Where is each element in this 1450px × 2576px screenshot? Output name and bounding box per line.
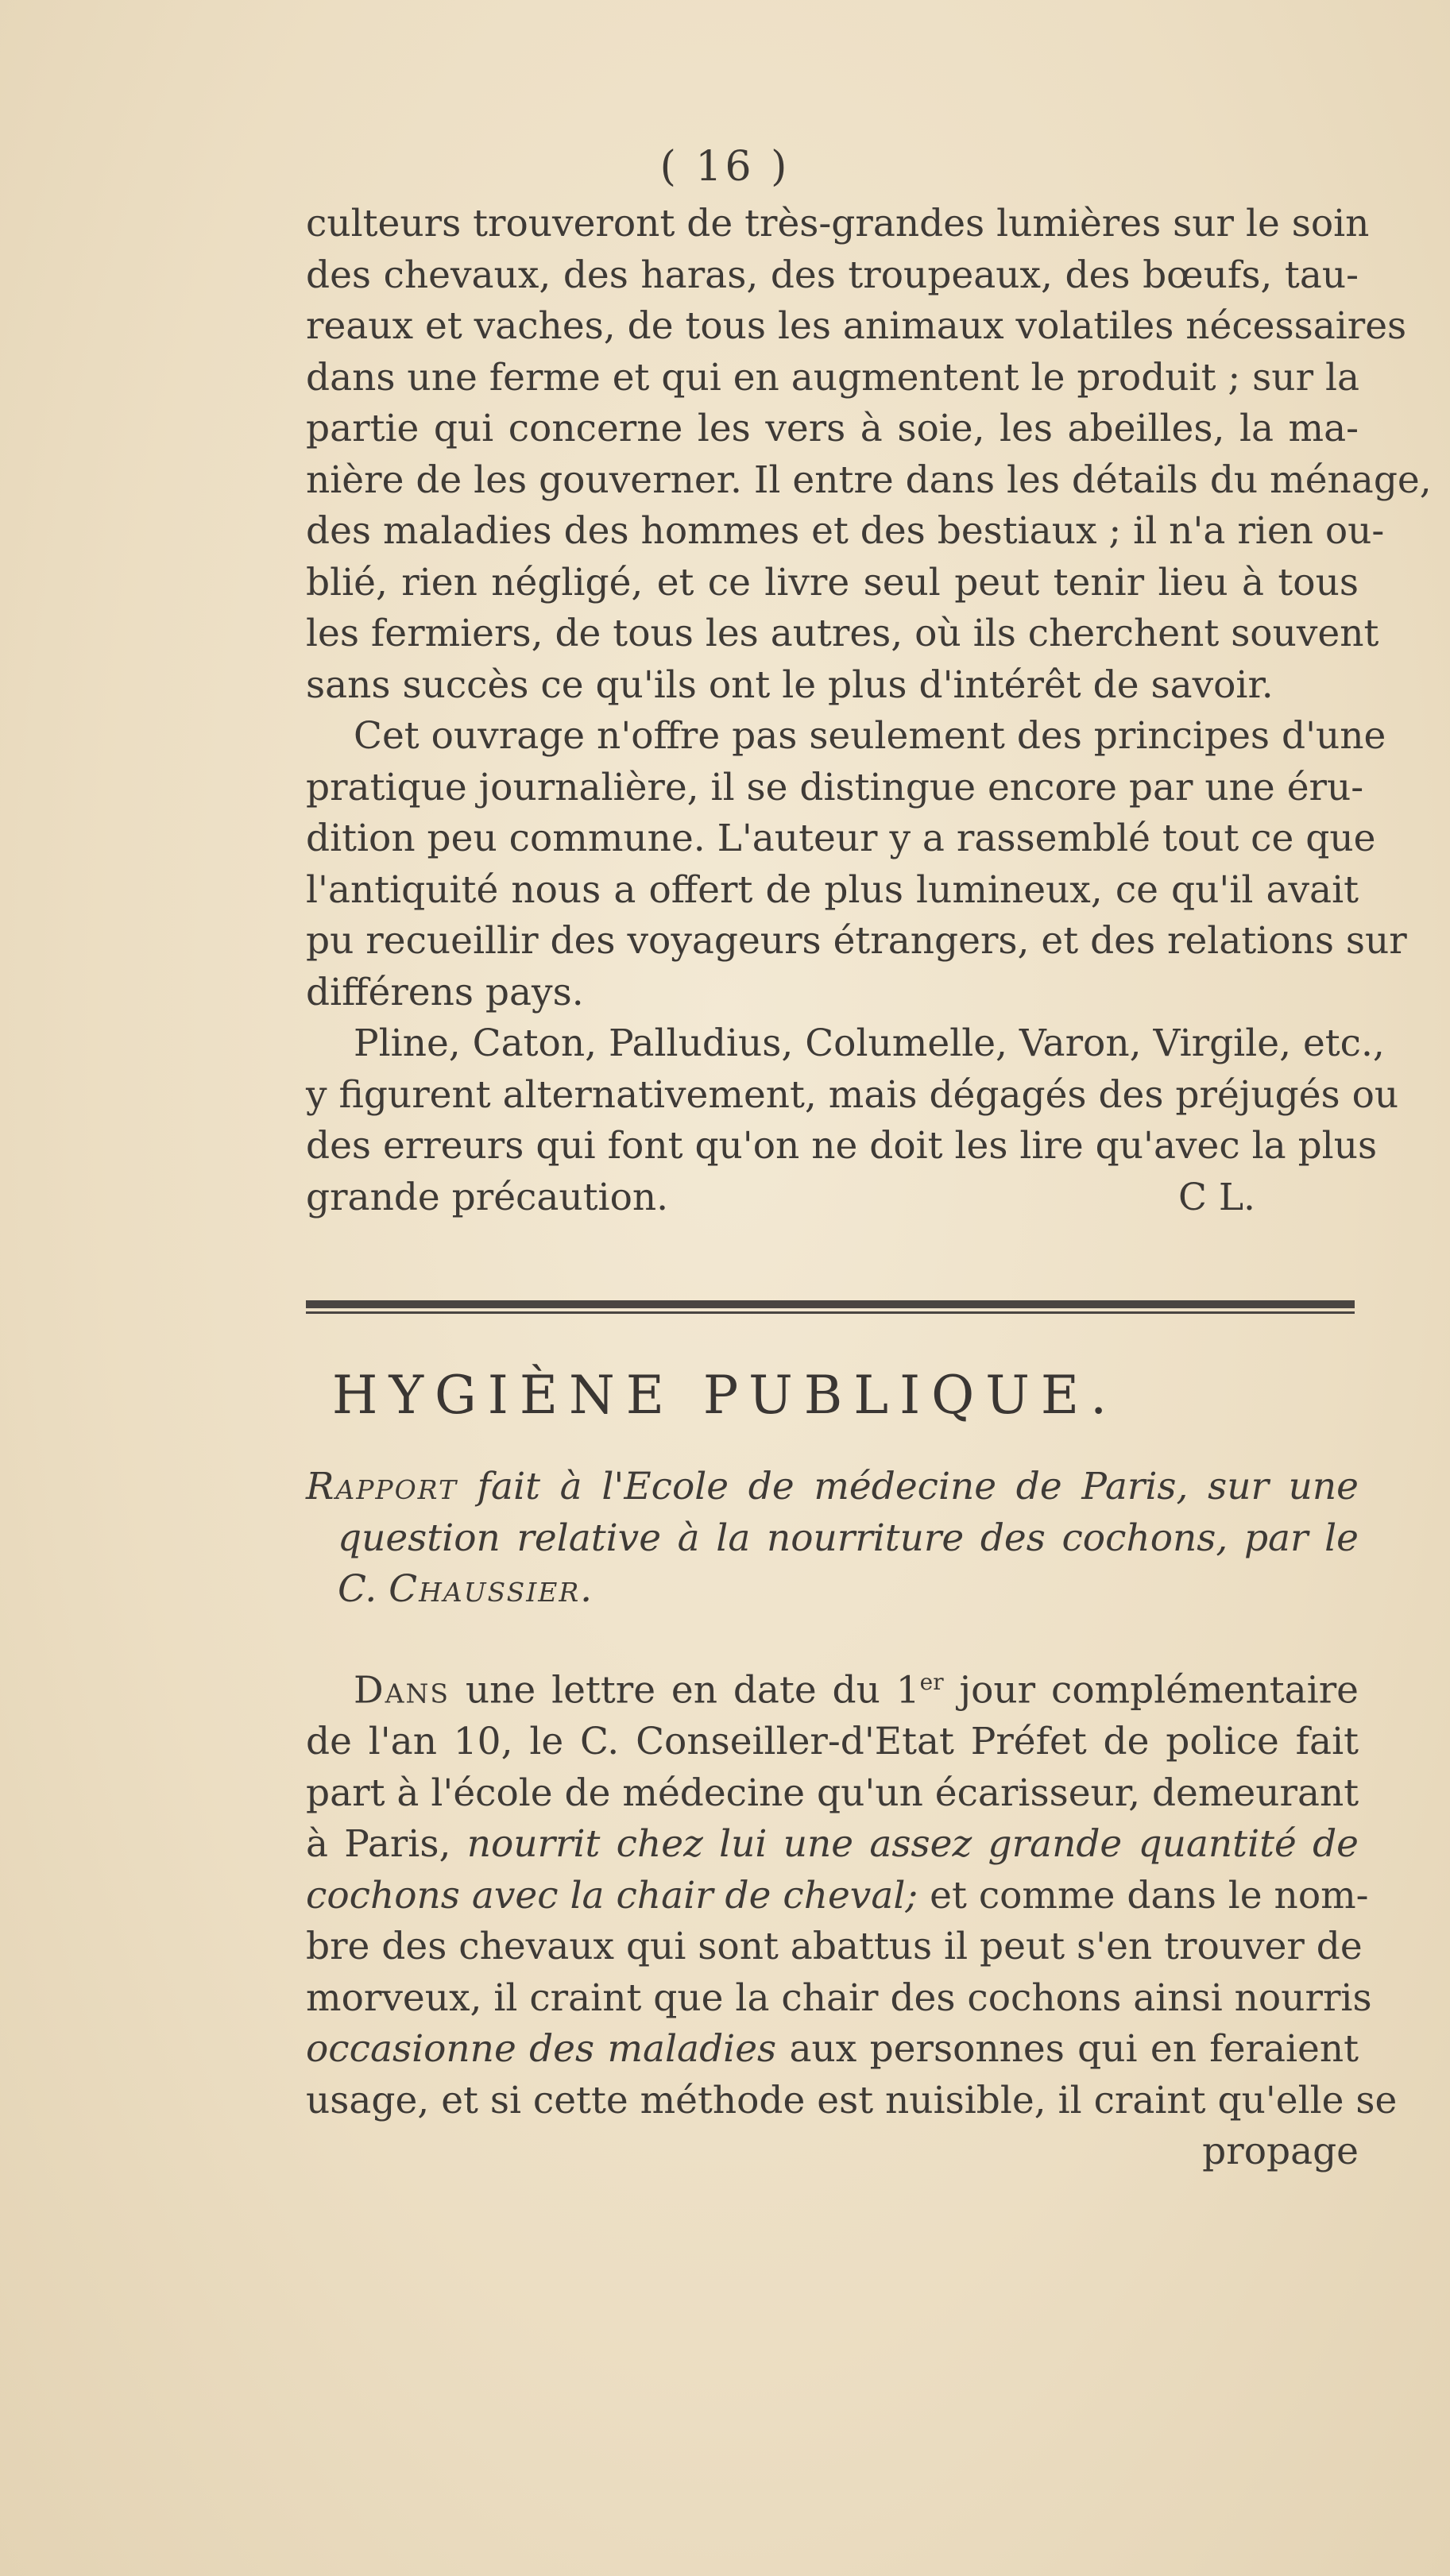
text-line: sans succès ce qu'ils ont le plus d'intérêt de savoir. <box>306 662 1274 707</box>
text-line: de l'an 10, le C. Conseiller-d'Etat Préfet de police fait <box>306 1720 1359 1764</box>
text-line: pu recueillir des voyageurs étrangers, et des relations sur <box>306 919 1407 963</box>
text-line: les fermiers, de tous les autres, où ils cherchent souvent <box>306 612 1379 655</box>
divider-thick-line <box>306 1300 1355 1308</box>
catchword: propage <box>1202 2130 1359 2174</box>
text-run: jour complémentaire <box>943 1668 1359 1713</box>
text-line: bre des chevaux qui sont abattus il peut s'en trouver de <box>306 1925 1363 1969</box>
closing-line <box>306 1172 1359 1224</box>
report-heading-text: fait à l'Ecole de médecine de Paris, sur une <box>457 1465 1359 1508</box>
text-line: Cet ouvrage n'offre pas seulement des principes d'une <box>354 714 1386 758</box>
text-line: reaux et vaches, de tous les animaux volatiles nécessaires <box>306 304 1407 348</box>
divider-thin-line <box>306 1311 1355 1314</box>
report-author-line <box>306 1564 1359 1616</box>
italic-run: cochons avec la chair de cheval; <box>306 1873 918 1918</box>
text-line <box>306 1819 1359 1871</box>
author-initial: C. <box>338 1567 389 1611</box>
report-label: Rapport <box>306 1465 458 1508</box>
report-body <box>306 1657 1398 2178</box>
italic-run: occasionne des maladies <box>306 2027 777 2072</box>
italic-run: nourrit chez lui une assez grande quantité de <box>466 1822 1359 1867</box>
text-line: l'antiquité nous a offert de plus lumineux, ce qu'il avait <box>306 867 1359 912</box>
text-line: des chevaux, des haras, des troupeaux, des bœufs, tau- <box>306 253 1359 297</box>
text-run: aux personnes qui en feraient <box>776 2027 1359 2072</box>
text-line: des erreurs qui font qu'on ne doit les lire qu'avec la plus <box>306 1124 1378 1168</box>
text-line: Pline, Caton, Palludius, Columelle, Varon, Virgile, etc., <box>354 1022 1385 1065</box>
text-line: partie qui concerne les vers à soie, les abeilles, la ma- <box>306 407 1359 450</box>
text-line: dition peu commune. L'auteur y a rassemblé tout ce que <box>306 817 1376 860</box>
text-line: des maladies des hommes et des bestiaux ; il n'a rien ou- <box>306 509 1385 553</box>
text-line <box>306 1871 1369 1922</box>
text-run: et comme dans le nom- <box>918 1873 1369 1918</box>
text-line: culteurs trouveront de très-grandes lumières sur le soin <box>306 202 1370 245</box>
ordinal-sup: er <box>919 1669 944 1695</box>
text-line: nière de les gouverner. Il entre dans les détails du ménage, <box>306 458 1432 502</box>
text-line: morveux, il craint que la chair des cochons ainsi nourris <box>306 1975 1372 2020</box>
text-line <box>306 2024 1359 2076</box>
text-line: pratique journalière, il se distingue encore par une éru- <box>306 765 1364 809</box>
text-line: part à l'école de médecine qu'un écarisseur, demeurant <box>306 1771 1359 1815</box>
text-line: dans une ferme et qui en augmentent le produit ; sur la <box>306 355 1360 400</box>
author-name: Chaussier. <box>389 1567 594 1611</box>
page-number: ( 16 ) <box>659 143 791 191</box>
drop-word: Dans <box>354 1668 450 1713</box>
text-line: usage, et si cette méthode est nuisible, il craint qu'elle se <box>306 2078 1398 2122</box>
report-heading <box>306 1462 1359 1616</box>
report-heading-line <box>306 1462 1359 1513</box>
section-divider <box>306 1300 1355 1316</box>
text-line: grande précaution. <box>306 1175 669 1219</box>
text-run: à Paris, <box>306 1822 467 1867</box>
text-line: différens pays. <box>306 970 584 1014</box>
review-continuation <box>306 199 1432 1223</box>
text-line: y figurent alternativement, mais dégagés des préjugés ou <box>306 1072 1399 1117</box>
report-heading-line: question relative à la nourriture des cochons, par le <box>338 1516 1359 1560</box>
section-title: HYGIÈNE PUBLIQUE. <box>331 1365 1119 1426</box>
text-line: blié, rien négligé, et ce livre seul peut tenir lieu à tous <box>306 560 1359 604</box>
text-line <box>306 1657 1359 1717</box>
review-signature: C L. <box>1177 1175 1255 1219</box>
text-run: une lettre en date du 1 <box>450 1668 920 1713</box>
